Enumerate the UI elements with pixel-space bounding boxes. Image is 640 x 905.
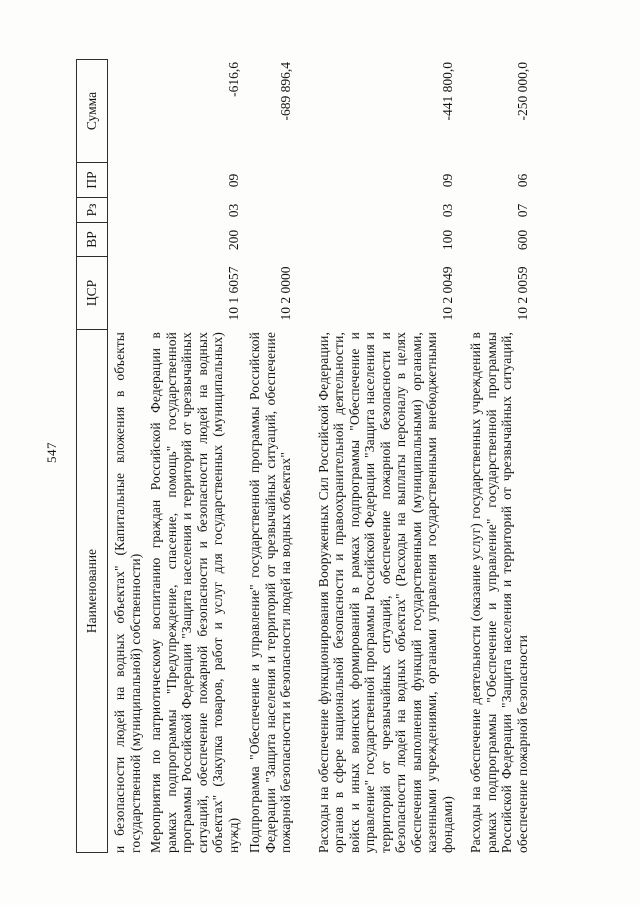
pr-cell: 09 — [439, 173, 455, 188]
name-cell: Расходы на обеспечение функционирования Вооруженных Сил Российской Федерации, органов в сфере национальной безопасности и правоохранительной деятельности, войск и иных воинских формирований в рамках подпрограммы "Обеспечение и управление" государственной программы Российской Федерации "Защита населения и территорий от чрезвычайных ситуаций, обеспечение пожарной безопасности и безопасности людей на водных объектах" (Расходы на выплаты персоналу в целях обеспечения выполнения функций государственными (муниципальными) органами, казенными учреждениями, органами управления государственными внебюджетными фондами) — [315, 332, 455, 853]
table-body — [112, 59, 530, 853]
name-cell: Мероприятия по патриотическому воспитанию граждан Российской Федерации в рамках подпрограммы "Предупреждение, спасение, помощь" государственной программы Российской Федерации "Защита населения и территорий от чрезвычайных ситуаций, обеспечение пожарной безопасности и безопасности людей на водных объектах" (Закупка товаров, работ и услуг для государственных (муниципальных) нужд) — [148, 332, 241, 853]
vr-cell: 600 — [514, 229, 530, 251]
sum-cell: -441 800,0 — [439, 62, 455, 121]
name-cell: и безопасности людей на водных объектах" (Капитальные вложения в объекты государственной (муниципальной) собственности) — [112, 332, 143, 853]
table-row — [316, 59, 456, 853]
table-header-row — [76, 59, 108, 853]
rz-cell: 03 — [439, 203, 455, 218]
vr-cell: 200 — [225, 229, 241, 251]
header-sum: Сумма — [84, 91, 99, 131]
table-row — [247, 59, 294, 853]
header-vr: ВР — [77, 222, 107, 256]
csr-cell: 10 2 0049 — [439, 266, 455, 321]
csr-cell: 10 2 0000 — [278, 266, 293, 321]
table-row — [468, 59, 530, 853]
page-number: 547 — [44, 442, 59, 463]
rz-cell: 07 — [514, 203, 530, 218]
name-cell: Расходы на обеспечение деятельности (оказание услуг) государственных учреждений в рамках подпрограммы "Обеспечение и управление" государственной программы Российской Федерации "Защита населения и территорий от чрезвычайных ситуаций, обеспечение пожарной безопасности — [468, 332, 530, 853]
sum-cell: -616,6 — [225, 62, 241, 97]
table-row — [148, 59, 241, 853]
table-row — [112, 59, 143, 853]
vr-cell: 100 — [439, 229, 455, 251]
budget-table — [76, 59, 530, 853]
pr-cell: 09 — [225, 173, 241, 188]
header-pr: ПР — [77, 162, 107, 197]
rz-cell: 03 — [225, 203, 241, 218]
sum-cell: -250 000,0 — [514, 62, 530, 121]
name-cell: Подпрограмма "Обеспечение и управление" государственной программы Российской Федерации "Защита населения и территорий от чрезвычайных ситуаций, обеспечение пожарной безопасности и безопасности людей на водных объектах" — [247, 332, 293, 853]
csr-cell: 10 1 6057 — [225, 266, 241, 321]
sum-cell: -689 896,4 — [278, 62, 293, 121]
header-name: Наименование — [77, 329, 107, 852]
header-rz: Рз — [77, 197, 107, 222]
pr-cell: 06 — [514, 173, 530, 188]
csr-cell: 10 2 0059 — [514, 266, 530, 321]
header-csr: ЦСР — [77, 256, 107, 329]
